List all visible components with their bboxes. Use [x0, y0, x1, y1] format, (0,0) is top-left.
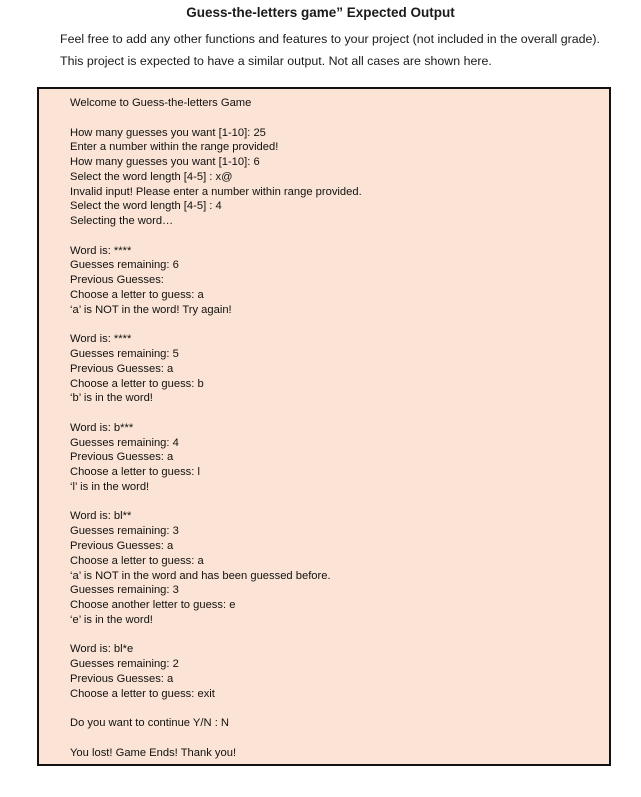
console-line: Guesses remaining: 5 — [70, 348, 179, 361]
console-line: Select the word length [4-5] : x@ — [70, 170, 233, 183]
console-line: Choose a letter to guess: a — [70, 288, 204, 301]
console-line: Guesses remaining: 3 — [70, 584, 179, 597]
console-line: Previous Guesses: — [70, 274, 164, 287]
console-line: You lost! Game Ends! Thank you! — [70, 746, 237, 759]
console-line: Welcome to Guess-the-letters Game — [70, 97, 252, 109]
console-line: Guesses remaining: 4 — [70, 436, 179, 449]
document-title: Guess-the-letters game” Expected Output — [186, 5, 455, 20]
console-line: Choose a letter to guess: a — [70, 554, 204, 567]
console-line: Word is: **** — [70, 333, 132, 346]
console-line: Word is: **** — [70, 244, 132, 257]
console-line: ‘e’ is in the word! — [70, 613, 153, 626]
console-line: Word is: b*** — [70, 421, 134, 434]
console-line: Enter a number within the range provided! — [70, 141, 279, 154]
console-line: Previous Guesses: a — [70, 539, 174, 552]
console-line: ‘a’ is NOT in the word and has been guessed before. — [70, 569, 331, 582]
console-line: Previous Guesses: a — [70, 451, 174, 464]
console-line: ‘a’ is NOT in the word! Try again! — [70, 303, 232, 316]
console-line: Previous Guesses: a — [70, 362, 174, 375]
console-line: ‘l’ is in the word! — [70, 480, 150, 493]
expected-output-panel — [37, 87, 611, 766]
console-line: Choose a letter to guess: b — [70, 377, 204, 390]
console-line: How many guesses you want [1-10]: 25 — [70, 126, 266, 139]
console-line: Guesses remaining: 3 — [70, 525, 179, 538]
intro-paragraph-line: Feel free to add any other functions and features to your project (not included in the overall grade). — [60, 32, 601, 46]
console-line — [70, 111, 362, 126]
console-line — [70, 701, 362, 716]
console-line: How many guesses you want [1-10]: 6 — [70, 156, 260, 169]
console-line — [70, 495, 362, 510]
console-line: Invalid input! Please enter a number within range provided. — [70, 185, 362, 198]
console-line: Choose another letter to guess: e — [70, 599, 236, 612]
console-line — [70, 229, 362, 244]
console-line — [70, 628, 362, 643]
console-line: ‘b’ is in the word! — [70, 392, 153, 405]
console-line: Selecting the word… — [70, 215, 174, 228]
console-line: Guesses remaining: 2 — [70, 658, 179, 671]
console-line — [70, 731, 362, 746]
intro-paragraph-line: This project is expected to have a similar output. Not all cases are shown here. — [60, 54, 492, 68]
console-line: Word is: bl** — [70, 510, 132, 523]
console-line: Choose a letter to guess: l — [70, 466, 200, 479]
console-line — [70, 317, 362, 332]
console-output-lines — [70, 96, 362, 760]
console-line: Select the word length [4-5] : 4 — [70, 200, 222, 213]
console-line: Do you want to continue Y/N : N — [70, 717, 229, 730]
console-line — [70, 406, 362, 421]
console-line: Guesses remaining: 6 — [70, 259, 179, 272]
console-line: Word is: bl*e — [70, 643, 134, 656]
console-line: Choose a letter to guess: exit — [70, 687, 215, 700]
console-line: Previous Guesses: a — [70, 672, 174, 685]
